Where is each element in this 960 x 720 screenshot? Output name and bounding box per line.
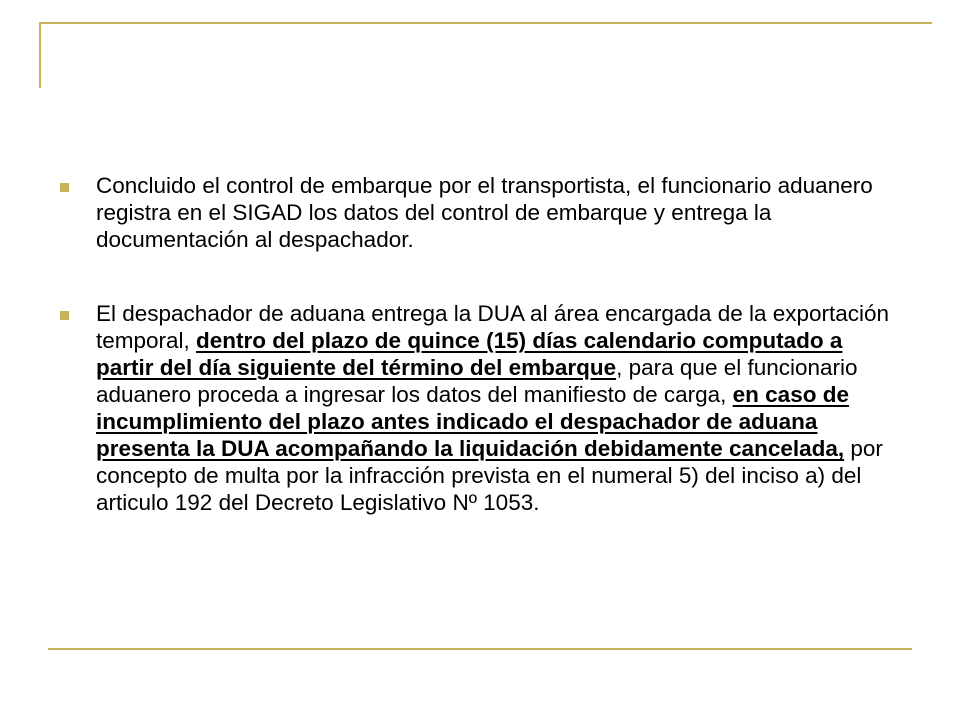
bullet-text-2-part3: por concepto de multa por la infracción prevista en el numeral 5) del inciso a) del articulo 192 del Decreto Legislativo Nº 1053.	[96, 436, 883, 515]
bullet-item-1	[60, 172, 900, 253]
frame-bottom-line	[48, 648, 912, 650]
bullet-list	[60, 172, 900, 516]
square-bullet-icon	[60, 311, 69, 320]
square-bullet-icon	[60, 183, 69, 192]
bullet-text-2-part2: , para que el funcionario aduanero proceda a ingresar los datos del manifiesto de carga,	[96, 355, 858, 407]
bullet-text-1: Concluido el control de embarque por el transportista, el funcionario aduanero registra en el SIGAD los datos del control de embarque y entrega la documentación al despachador.	[96, 173, 873, 252]
bullet-item-2	[60, 300, 900, 516]
frame-left-line	[39, 22, 41, 88]
bullet-text-2-emphasis2: en caso de incumplimiento del plazo antes indicado el despachador de aduana presenta la DUA acompañando la liquidación debidamente cancelada,	[96, 382, 849, 461]
bullet-text-2-part1: El despachador de aduana entrega la DUA al área encargada de la exportación temporal,	[96, 301, 890, 353]
bullet-text-2-emphasis1: dentro del plazo de quince (15) días calendario computado a partir del día siguiente del término del embarque	[96, 328, 843, 380]
frame-top-line	[39, 22, 932, 24]
